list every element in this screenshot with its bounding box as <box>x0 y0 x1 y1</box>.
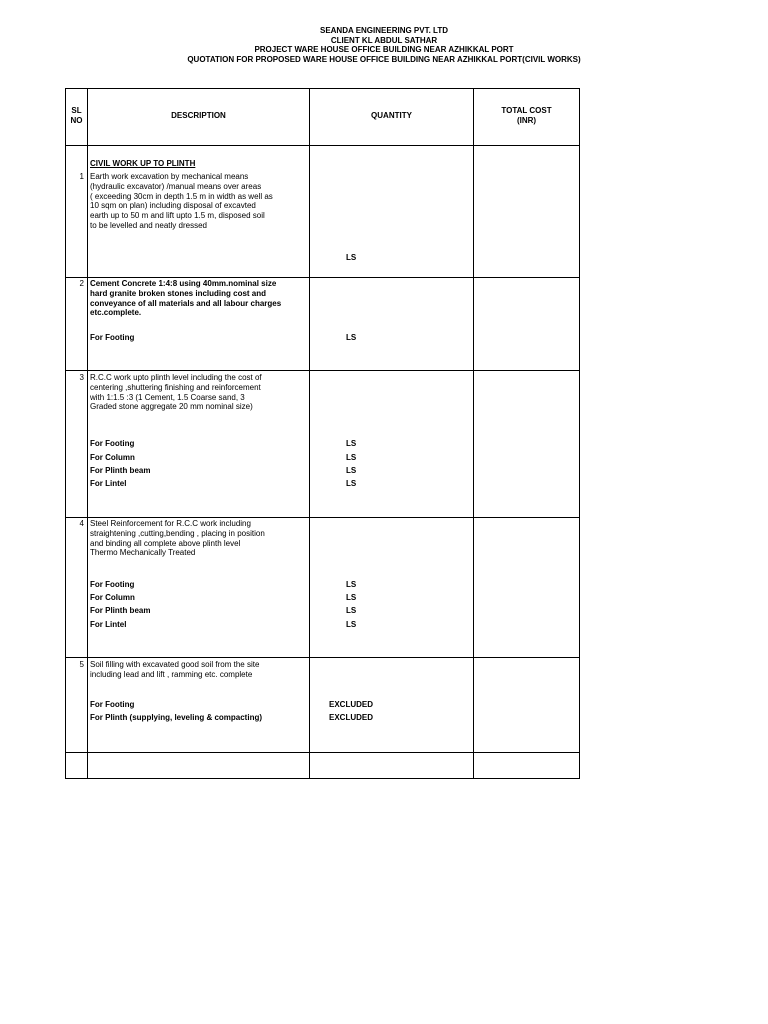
sub-item-quantity: EXCLUDED <box>329 713 374 722</box>
col-header-total-line1: TOTAL COST <box>501 106 552 115</box>
item-sl-number: 1 <box>79 172 84 181</box>
item-sl-number: 5 <box>79 660 84 669</box>
sub-item-quantity: LS <box>346 333 357 342</box>
col-divider <box>309 88 310 779</box>
description-line: ( exceeding 30cm in depth 1.5 m in width as well as <box>90 191 273 201</box>
description-line: including lead and lift , ramming etc. complete <box>90 669 253 679</box>
sub-item-label: For Lintel <box>90 620 127 629</box>
sub-item-quantity: LS <box>346 453 357 462</box>
description-line: earth up to 50 m and lift upto 1.5 m, disposed soil <box>90 211 265 221</box>
col-header-sl-line1: SL <box>71 106 82 115</box>
col-header-total-cost <box>474 106 579 126</box>
sub-item-label: For Plinth (supplying, leveling & compacting) <box>90 713 263 722</box>
col-header-description: DESCRIPTION <box>171 111 226 120</box>
sub-item-quantity: LS <box>346 479 357 488</box>
row-divider <box>65 752 580 753</box>
sub-item-label: For Column <box>90 593 135 602</box>
row-divider <box>65 277 580 278</box>
sub-item-quantity: EXCLUDED <box>329 700 374 709</box>
sub-item-label: For Footing <box>90 580 135 589</box>
project-line: PROJECT WARE HOUSE OFFICE BUILDING NEAR AZHIKKAL PORT <box>254 45 514 54</box>
row-divider <box>65 517 580 518</box>
description-line: Earth work excavation by mechanical means <box>90 172 249 181</box>
item-sl-number: 4 <box>79 519 84 528</box>
table-border-bottom <box>65 778 580 779</box>
sub-item-quantity: LS <box>346 466 357 475</box>
description-line: etc.complete. <box>90 308 142 318</box>
sub-item-quantity: LS <box>346 620 357 629</box>
item-sl-number: 2 <box>79 279 84 288</box>
col-divider <box>87 88 88 779</box>
item-quantity: LS <box>346 253 357 262</box>
description-line: Graded stone aggregate 20 mm nominal size) <box>90 402 253 412</box>
description-line: centering ,shuttering finishing and reinforcement <box>90 382 261 392</box>
col-header-total-line2: (INR) <box>516 115 537 125</box>
sub-item-label: For Footing <box>90 439 135 448</box>
sub-item-quantity: LS <box>346 593 357 602</box>
description-line: 10 sqm on plan) including disposal of excavted <box>90 201 256 211</box>
header-bottom-line <box>65 145 580 146</box>
description-line: R.C.C work upto plinth level including the cost of <box>90 373 262 382</box>
sub-item-label: For Column <box>90 453 135 462</box>
table-border-left <box>65 88 66 779</box>
client-line: CLIENT KL ABDUL SATHAR <box>330 36 438 45</box>
item-description <box>90 660 259 680</box>
description-line: Soil filling with excavated good soil from the site <box>90 660 260 669</box>
sub-item-label: For Lintel <box>90 479 127 488</box>
description-line: straightening ,cutting,bending , placing in position <box>90 528 265 538</box>
description-line: to be levelled and neatly dressed <box>90 220 207 230</box>
quotation-table <box>65 88 580 779</box>
sub-item-quantity: LS <box>346 439 357 448</box>
description-line: Thermo Mechanically Treated <box>90 548 196 558</box>
col-divider <box>473 88 474 779</box>
col-header-sl <box>66 106 87 126</box>
description-line: hard granite broken stones including cost and <box>90 288 267 298</box>
description-line: Cement Concrete 1:4:8 using 40mm.nominal size <box>90 279 277 288</box>
sub-item-label: For Footing <box>90 700 135 709</box>
quotation-title: QUOTATION FOR PROPOSED WARE HOUSE OFFICE BUILDING NEAR AZHIKKAL PORT(CIVIL WORKS) <box>187 55 581 64</box>
section-title: CIVIL WORK UP TO PLINTH <box>90 159 196 168</box>
item-description <box>90 373 262 412</box>
description-line: and binding all complete above plinth level <box>90 538 241 548</box>
item-sl-number: 3 <box>79 373 84 382</box>
description-line: conveyance of all materials and all labour charges <box>90 298 282 308</box>
description-line: (hydraulic excavator) /manual means over areas <box>90 181 262 191</box>
table-border-top <box>65 88 580 89</box>
sub-item-label: For Plinth beam <box>90 606 151 615</box>
table-border-right <box>579 88 580 779</box>
company-name: SEANDA ENGINEERING PVT. LTD <box>319 26 448 35</box>
item-description <box>90 279 281 318</box>
sub-item-quantity: LS <box>346 606 357 615</box>
row-divider <box>65 657 580 658</box>
sub-item-label: For Plinth beam <box>90 466 151 475</box>
item-description <box>90 172 273 231</box>
sub-item-quantity: LS <box>346 580 357 589</box>
col-header-sl-line2: NO <box>70 115 83 125</box>
item-description <box>90 519 265 558</box>
description-line: with 1:1.5 :3 (1 Cement, 1.5 Coarse sand, 3 <box>90 392 245 402</box>
description-line: Steel Reinforcement for R.C.C work including <box>90 519 251 528</box>
col-header-quantity: QUANTITY <box>371 111 412 120</box>
sub-item-label: For Footing <box>90 333 135 342</box>
row-divider <box>65 370 580 371</box>
